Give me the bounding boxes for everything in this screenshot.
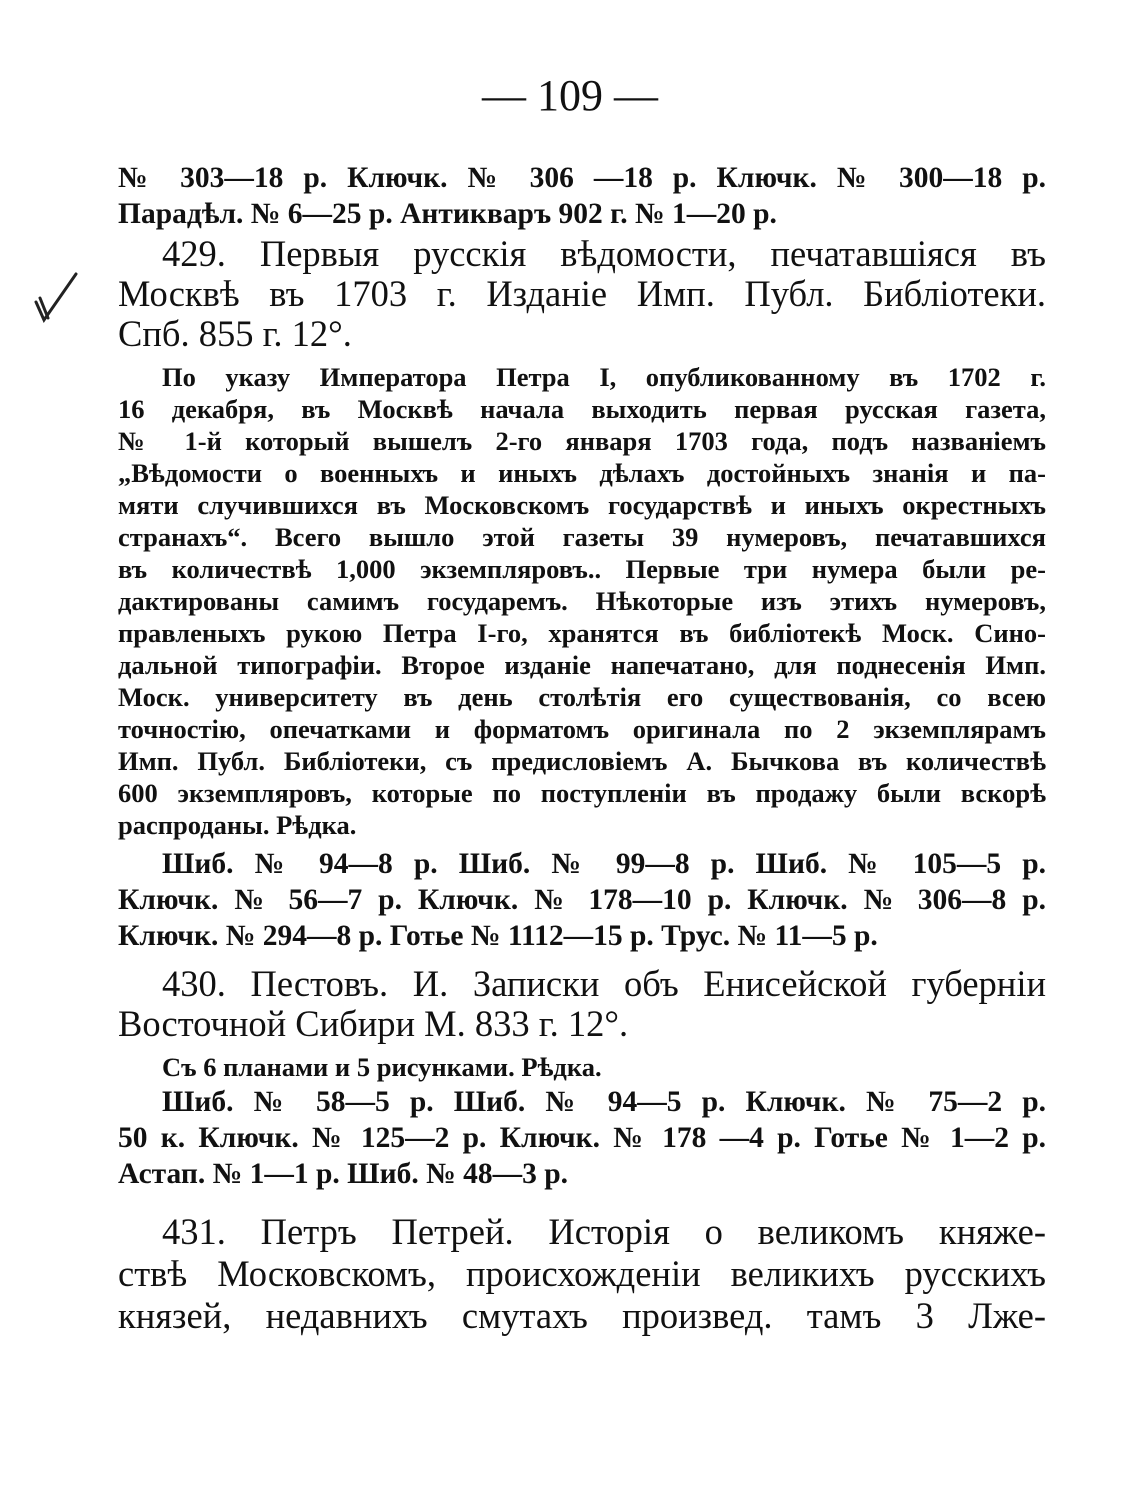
- entry-429-title-line: Москвѣ въ 1703 г. Изданіе Имп. Публ. Библіотеки.: [118, 273, 1046, 314]
- entry-429-note-line: Моск. университету въ день столѣтія его существованія, со всею: [118, 682, 1046, 712]
- entry-430-title-line: 430. Пестовъ. И. Записки объ Енисейской губерніи: [162, 963, 1046, 1004]
- entry-429-note-line: 16 декабря, въ Москвѣ начала выходить первая русская газета,: [118, 394, 1046, 424]
- entry-430-prices-line: 50 к. Ключк. № 125—2 р. Ключк. № 178 —4 р. Готье № 1—2 р.: [118, 1122, 1046, 1154]
- entry-431-title-line: ствѣ Московскомъ, происхожденіи великихъ русскихъ: [118, 1253, 1046, 1294]
- entry-429-note-line: точностію, опечатками и форматомъ оригинала по 2 экземплярамъ: [118, 714, 1046, 744]
- entry-430-prices-line: Шиб. № 58—5 р. Шиб. № 94—5 р. Ключк. № 75—2 р.: [162, 1086, 1046, 1118]
- entry-429-note-line: мяти случившихся въ Московскомъ государствѣ и иныхъ окрестныхъ: [118, 490, 1046, 520]
- entry-430-note-line: Съ 6 планами и 5 рисунками. Рѣдка.: [162, 1052, 602, 1082]
- entry-429-note-line: распроданы. Рѣдка.: [118, 810, 357, 840]
- entry-429-note-line: дактированы самимъ государемъ. Нѣкоторые изъ этихъ нумеровъ,: [118, 586, 1046, 616]
- entry-429-note-line: № 1-й который вышелъ 2-го января 1703 года, подъ названіемъ: [118, 426, 1046, 456]
- page-number: — 109 —: [482, 71, 658, 120]
- entry-429-note-line: „Вѣдомости о военныхъ и иныхъ дѣлахъ достойныхъ знанія и па-: [118, 458, 1046, 488]
- entry-431-title-line: 431. Петръ Петрей. Исторія о великомъ княже-: [162, 1211, 1046, 1252]
- entry-429-note-line: въ количествѣ 1,000 экземпляровъ.. Первые три нумера были ре-: [118, 554, 1046, 584]
- entry-430-title-line: Восточной Сибири М. 833 г. 12°.: [118, 1003, 629, 1044]
- prices-continued-line: № 303—18 р. Ключк. № 306 —18 р. Ключк. № 300—18 р.: [118, 162, 1046, 194]
- entry-429-prices-line: Ключк. № 294—8 р. Готье № 1112—15 р. Трус. № 11—5 р.: [118, 920, 878, 952]
- handwritten-check-mark: [30, 268, 80, 324]
- entry-429-note-line: дальной типографіи. Второе изданіе напечатано, для поднесенія Имп.: [118, 650, 1046, 680]
- entry-430-prices-line: Астап. № 1—1 р. Шиб. № 48—3 р.: [118, 1158, 568, 1190]
- entry-429-note-line: 600 экземпляровъ, которые по поступленіи въ продажу были вскорѣ: [118, 778, 1046, 808]
- entry-431-title-line: князей, недавнихъ смутахъ произвед. тамъ 3 Лже-: [118, 1295, 1046, 1336]
- entry-429-note-line: По указу Императора Петра I, опубликованному въ 1702 г.: [162, 362, 1046, 392]
- entry-429-note-line: странахъ“. Всего вышло этой газеты 39 нумеровъ, печатавшихся: [118, 522, 1046, 552]
- entry-429-note-line: Имп. Публ. Библіотеки, съ предисловіемъ А. Бычкова въ количествѣ: [118, 746, 1046, 776]
- entry-429-title-line: 429. Первыя русскія вѣдомости, печатавшіяся въ: [162, 233, 1046, 274]
- entry-429-title-line: Спб. 855 г. 12°.: [118, 313, 352, 354]
- entry-429-prices-line: Ключк. № 56—7 р. Ключк. № 178—10 р. Ключк. № 306—8 р.: [118, 884, 1046, 916]
- entry-429-note-line: правленыхъ рукою Петра I-го, хранятся въ библіотекѣ Моск. Сино-: [118, 618, 1046, 648]
- prices-continued-line: Парадѣл. № 6—25 р. Антикваръ 902 г. № 1—20 р.: [118, 198, 777, 230]
- entry-429-prices-line: Шиб. № 94—8 р. Шиб. № 99—8 р. Шиб. № 105—5 р.: [162, 848, 1046, 880]
